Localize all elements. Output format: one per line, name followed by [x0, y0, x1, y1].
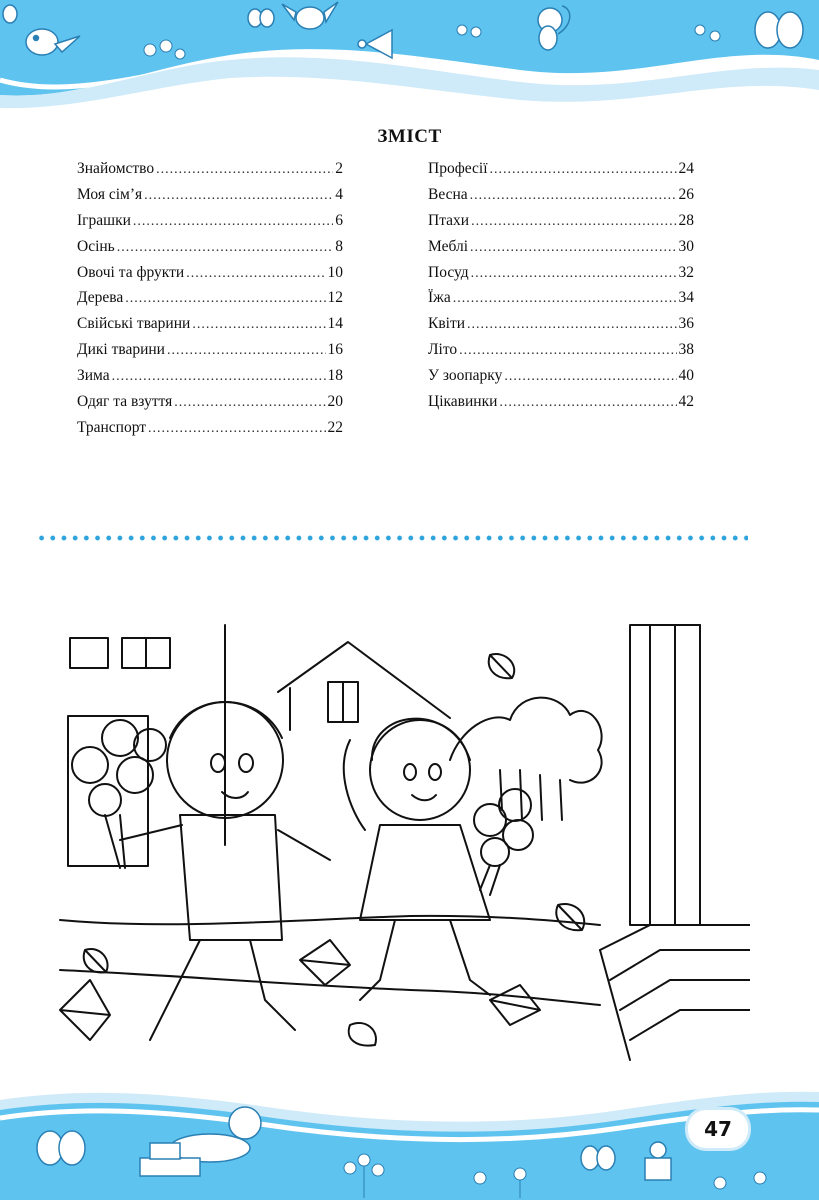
toc-dot-leader	[499, 395, 676, 411]
toc-dot-leader	[470, 188, 677, 204]
toc-entry	[428, 160, 694, 186]
toc-entry	[77, 264, 343, 290]
toc-entry	[77, 419, 343, 445]
children-going-to-school-coloring-icon	[50, 620, 750, 1080]
toc-dot-leader	[167, 343, 326, 359]
toc-entry-page: 10	[327, 263, 343, 281]
toc-entry-label: Знайомство	[77, 160, 155, 177]
toc-dot-leader	[148, 421, 325, 437]
toc-entry-page: 20	[327, 393, 343, 411]
toc-entry-label: Їжа	[428, 289, 451, 307]
top-banner	[0, 0, 819, 110]
toc-dot-leader	[174, 395, 325, 411]
toc-entry	[77, 393, 343, 419]
toc-entry-label: Професії	[428, 160, 488, 177]
toc-dot-leader	[144, 188, 333, 204]
toc-entry-page: 8	[335, 237, 343, 255]
toc-entry	[77, 289, 343, 315]
toc-dot-leader	[117, 240, 334, 256]
toc-entry-label: Птахи	[428, 211, 470, 229]
toc-dot-leader	[504, 369, 676, 385]
toc-entry-page: 24	[678, 160, 694, 177]
toc-entry-page: 38	[678, 341, 694, 359]
toc-entry-label: Літо	[428, 341, 458, 359]
toc-entry-label: Іграшки	[77, 211, 131, 229]
toc-dot-leader	[186, 266, 325, 282]
toc-entry	[428, 367, 694, 393]
toc-entry-page: 26	[678, 185, 694, 203]
toc-entry-page: 18	[327, 367, 343, 385]
toc-entry-page: 22	[327, 418, 343, 436]
wave-banner-icon	[0, 0, 819, 110]
toc-entry-label: Квіти	[428, 315, 466, 333]
toc-entry-page: 12	[327, 289, 343, 307]
toc-dot-leader	[133, 214, 333, 230]
toc-entry	[428, 212, 694, 238]
toc-entry	[77, 186, 343, 212]
toc-entry	[77, 238, 343, 264]
toc-entry-label: Посуд	[428, 263, 469, 281]
toc-entry-label: Одяг та взуття	[77, 393, 173, 411]
toc-entry-page: 42	[678, 393, 694, 411]
toc-dot-leader	[192, 317, 325, 333]
toc-entry	[428, 238, 694, 264]
toc-entry	[77, 160, 343, 186]
toc-entry	[428, 264, 694, 290]
toc-entry-label: Весна	[428, 185, 468, 203]
toc-dot-leader	[470, 240, 677, 256]
toc-entry	[428, 289, 694, 315]
toc-entry	[428, 315, 694, 341]
toc-dot-leader	[125, 291, 325, 307]
toc-entry-page: 2	[335, 160, 343, 177]
toc-entry-label: Цікавинки	[428, 393, 498, 411]
toc-entry-label: Дерева	[77, 289, 124, 307]
toc-entry-label: Моя сім’я	[77, 185, 143, 203]
toc-entry-page: 4	[335, 185, 343, 203]
toc-dot-leader	[467, 317, 676, 333]
toc-entry-label: У зоопарку	[428, 367, 503, 385]
toc-left-column	[77, 160, 343, 445]
toc-entry	[428, 186, 694, 212]
toc-dot-leader	[471, 266, 677, 282]
toc-entry-label: Дикі тварини	[77, 341, 165, 359]
toc-entry-page: 6	[335, 211, 343, 229]
toc-title: ЗМІСТ	[377, 126, 442, 147]
toc-entry-label: Осінь	[77, 237, 115, 255]
toc-entry-label: Меблі	[428, 237, 468, 255]
dotted-divider	[36, 534, 748, 542]
toc-entry-page: 28	[678, 211, 694, 229]
toc-entry-page: 16	[327, 341, 343, 359]
toc-entry-label: Зима	[77, 367, 110, 385]
toc-dot-leader	[112, 369, 326, 385]
toc-dot-leader	[459, 343, 676, 359]
page-number: 47	[688, 1110, 748, 1148]
toc-dot-leader	[471, 214, 676, 230]
toc-entry-label: Овочі та фрукти	[77, 263, 185, 281]
toc-entry	[77, 341, 343, 367]
toc-entry-label: Транспорт	[77, 418, 147, 436]
toc-entry-page: 32	[678, 263, 694, 281]
toc-entry-label: Свійські тварини	[77, 315, 191, 333]
toc-dot-leader	[156, 162, 333, 178]
toc-entry	[77, 315, 343, 341]
toc-entry-page: 30	[678, 237, 694, 255]
toc-entry	[77, 212, 343, 238]
toc-entry-page: 36	[678, 315, 694, 333]
toc-entry	[428, 393, 694, 419]
toc-entry	[428, 341, 694, 367]
toc-entry-page: 34	[678, 289, 694, 307]
toc-dot-leader	[490, 162, 677, 178]
toc-dot-leader	[453, 291, 677, 307]
toc-entry-page: 40	[678, 367, 694, 385]
toc-entry-page: 14	[327, 315, 343, 333]
toc-right-column	[428, 160, 694, 419]
toc-entry	[77, 367, 343, 393]
